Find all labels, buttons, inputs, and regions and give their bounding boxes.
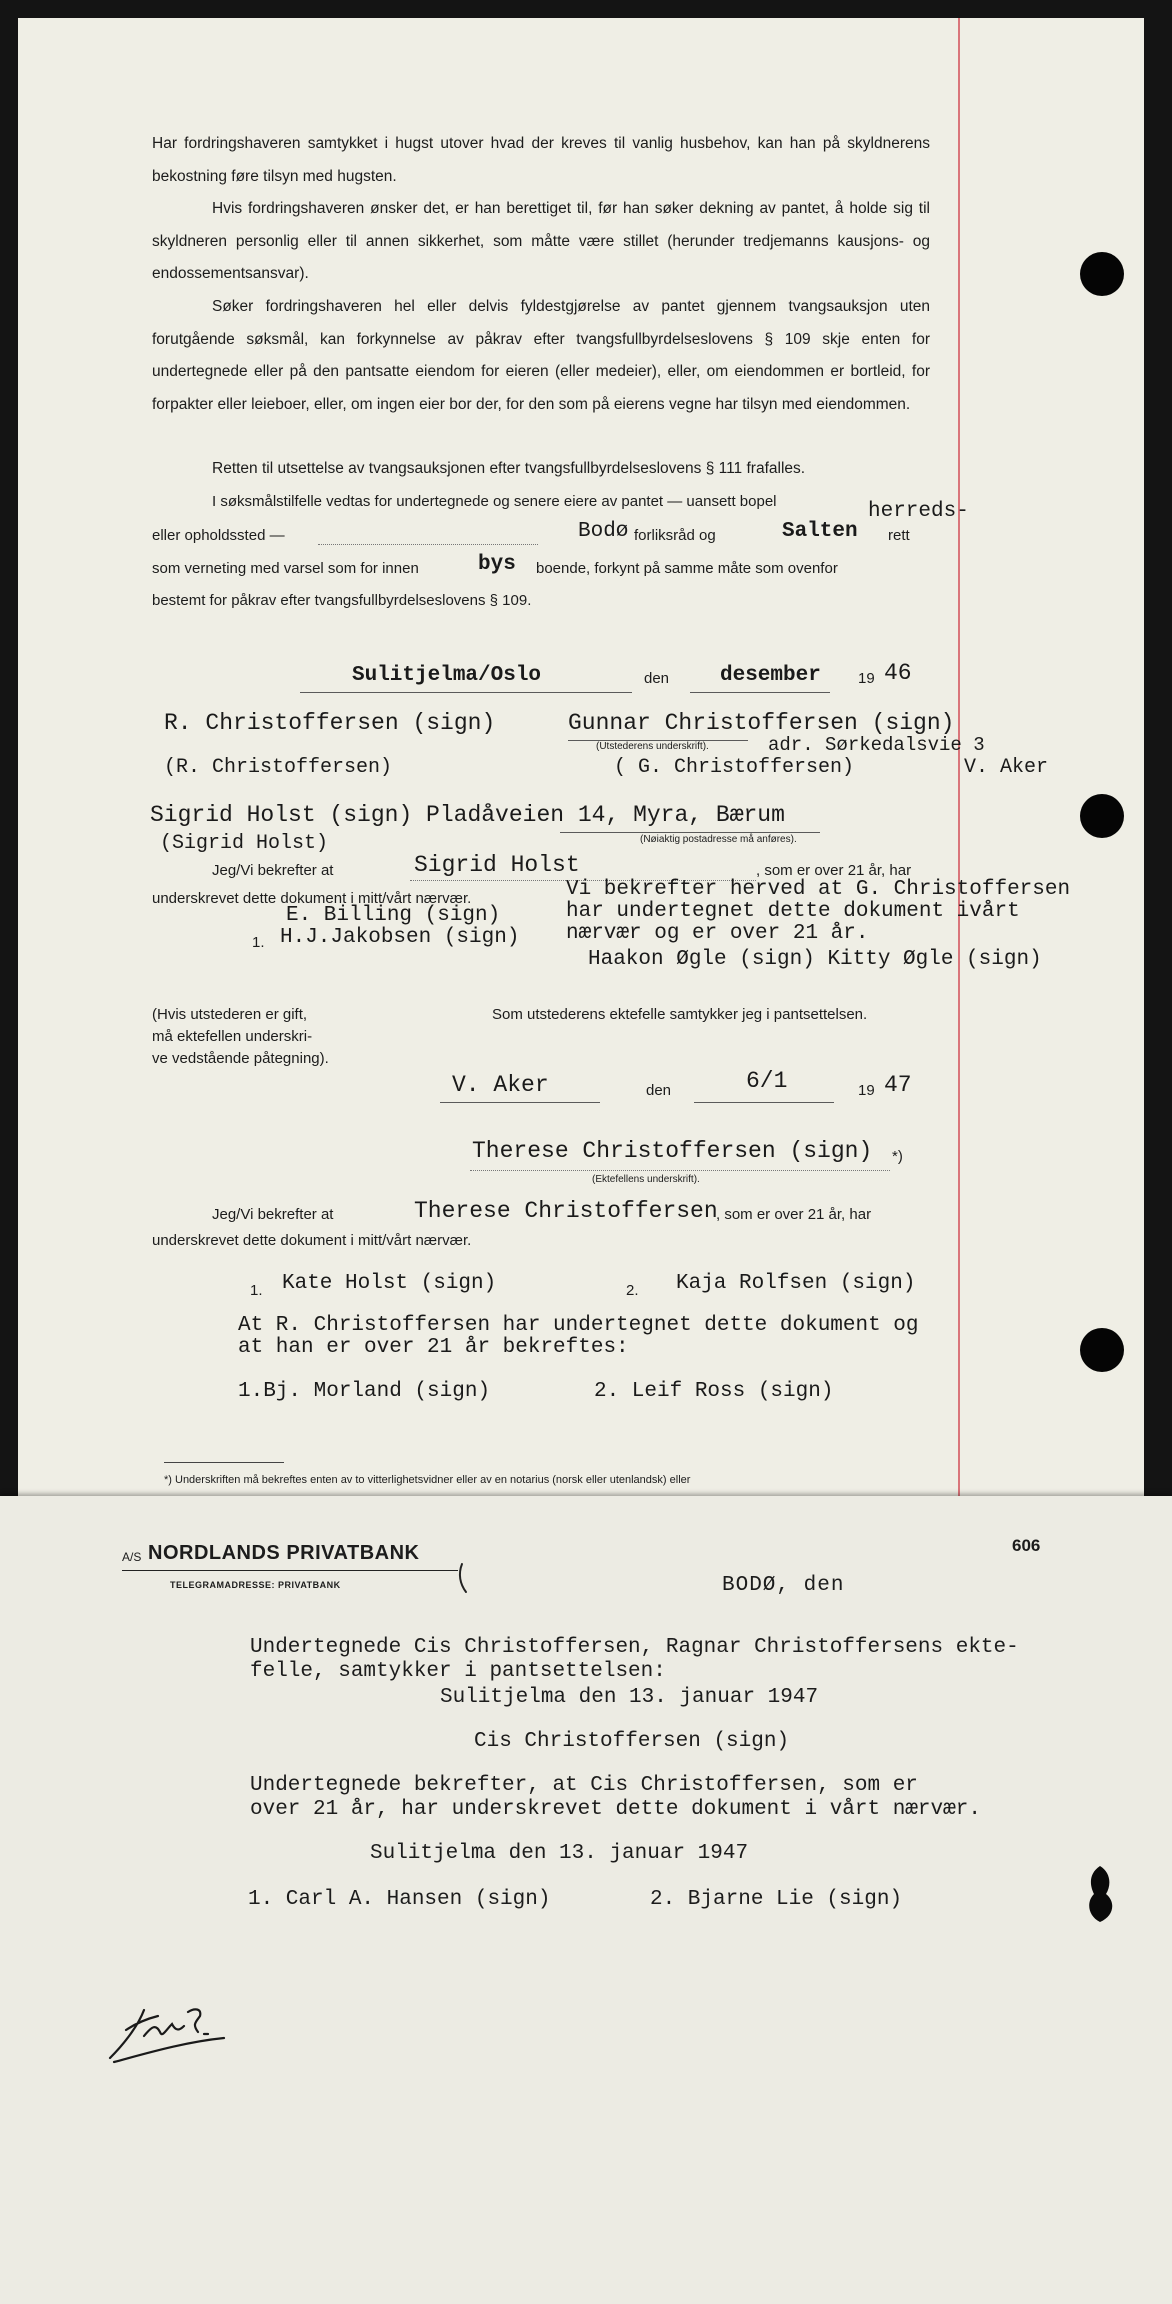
- witness2-name: Therese Christoffersen: [414, 1198, 718, 1224]
- date-year-suffix: 46: [884, 660, 912, 686]
- slip-line-9: 2. Bjarne Lie (sign): [650, 1888, 903, 1911]
- punch-hole: [1080, 1328, 1124, 1372]
- witness1-post: , som er over 21 år, har: [756, 862, 912, 879]
- venue-bodo: Bodø: [578, 520, 629, 543]
- date-year-prefix: 19: [858, 670, 875, 687]
- bank-prefix: A/S: [122, 1550, 142, 1564]
- spouse-footmark: *): [892, 1148, 903, 1165]
- printed-name-r: (R. Christoffersen): [164, 756, 393, 779]
- witness1-extra-3: nærvær og er over 21 år.: [566, 922, 869, 945]
- handwritten-initials: [104, 1996, 234, 2066]
- page-number: 606: [1012, 1536, 1041, 1555]
- venue-line-2b: forliksråd og: [634, 527, 716, 544]
- date-den: den: [644, 670, 670, 687]
- bank-slip: [0, 1496, 1172, 2304]
- witness2-extra-1: At R. Christoffersen har undertegnet dette dokument og: [238, 1314, 919, 1337]
- spouse-caption: (Ektefellens underskrift).: [592, 1174, 700, 1185]
- fill-line: [560, 832, 820, 833]
- witness2-post: , som er over 21 år, har: [716, 1206, 872, 1223]
- spouse-consent: Som utstederens ektefelle samtykker jeg i pantsettelsen.: [492, 1006, 868, 1023]
- slip-line-6: over 21 år, har underskrevet dette dokument i vårt nærvær.: [250, 1798, 981, 1821]
- paragraph-utsettelse: Retten til utsettelse av tvangsauksjonen efter tvangsfullbyrdelseslovens § 111 frafalles.: [212, 460, 806, 477]
- slip-line-8: 1. Carl A. Hansen (sign): [248, 1888, 551, 1911]
- slip-line-1: Undertegnede Cis Christoffersen, Ragnar Christoffersens ekte-: [250, 1636, 1019, 1659]
- slip-line-2: felle, samtykker i pantsettelsen:: [250, 1660, 666, 1683]
- witness2-num2: 2.: [626, 1282, 639, 1299]
- witness1-w2: H.J.Jakobsen (sign): [280, 926, 520, 949]
- paragraph-hugst: Har fordringshaveren samtykket i hugst utover hvad der kreves til vanlig husbehov, kan han på skyldnerens bekostning føre tilsyn med hugsten.: [152, 135, 930, 185]
- pen-mark: [452, 1562, 472, 1596]
- paragraph-tvangsauksjon: Søker fordringshaveren hel eller delvis fyldestgjørelse av pantet gjennem tvangsauksjon uten forutgående søksmål, kan forkynnelse av påkrav efter tvangsfullbyrdelseslovens § 109 skje enten for undertegnede eller på den pantsatte eiendom for eieren (eller medeier), eller, om eiendommen er bortleid, for forpakter eller leieboer, eller, om ingen eier bor der, for den som på eierens vegne har tilsyn med eiendommen.: [152, 298, 930, 413]
- footnote-text: *) Underskriften må bekreftes enten av to vitterlighetsvidner eller av en notarius (norsk eller utenlandsk) eller: [164, 1474, 691, 1486]
- spouse-den: den: [646, 1082, 672, 1099]
- signature-sigrid-holst: Sigrid Holst (sign) Pladåveien 14, Myra, Bærum: [150, 802, 785, 828]
- bank-name: NORDLANDS PRIVATBANK: [148, 1542, 420, 1564]
- fill-line: [318, 544, 538, 545]
- venue-bys: bys: [478, 553, 516, 576]
- paragraph-dekning: Hvis fordringshaveren ønsker det, er han berettiget til, før han søker dekning av pantet, å holde sig til skyldneren personlig eller til annen sikkerhet, som måtte være stillet (herunder tredjemanns kausjons- og endossementsansvar).: [152, 200, 930, 282]
- venue-line-1: I søksmålstilfelle vedtas for undertegnede og senere eiere av pantet — uansett bopel: [212, 493, 777, 510]
- witness2-line2: underskrevet dette dokument i mitt/vårt nærvær.: [152, 1232, 472, 1249]
- address-line-b: V. Aker: [964, 756, 1049, 779]
- footnote-rule: [164, 1462, 284, 1463]
- spouse-note-2: må ektefellen underskri-: [152, 1028, 313, 1045]
- fill-line: [440, 1102, 600, 1103]
- venue-line-2a: eller opholdssted —: [152, 527, 285, 544]
- slip-line-3: Sulitjelma den 13. januar 1947: [440, 1686, 819, 1709]
- venue-line-4: bestemt for påkrav efter tvangsfullbyrdelseslovens § 109.: [152, 592, 532, 609]
- venue-line-3a: som verneting med varsel som for innen: [152, 560, 419, 577]
- witness1-name: Sigrid Holst: [414, 852, 580, 878]
- witness1-pre: Jeg/Vi bekrefter at: [212, 862, 334, 879]
- spouse-date: 6/1: [746, 1068, 788, 1094]
- date-place: Sulitjelma/Oslo: [352, 664, 542, 687]
- witness1-extra-4: Haakon Øgle (sign) Kitty Øgle (sign): [588, 948, 1042, 971]
- slip-city: BODØ, den: [722, 1574, 845, 1597]
- spouse-signature: Therese Christoffersen (sign): [472, 1138, 873, 1164]
- witness2-w4: 2. Leif Ross (sign): [594, 1380, 834, 1403]
- slip-line-5: Undertegnede bekrefter, at Cis Christoffersen, som er: [250, 1774, 918, 1797]
- printed-name-g: ( G. Christoffersen): [614, 756, 855, 779]
- fill-line: [470, 1170, 890, 1171]
- spouse-note-1: (Hvis utstederen er gift,: [152, 1006, 308, 1023]
- spouse-year-suffix: 47: [884, 1072, 912, 1098]
- spouse-place: V. Aker: [452, 1072, 549, 1098]
- issuer-caption: (Utstederens underskrift).: [596, 741, 709, 752]
- witness1-line2: underskrevet dette dokument i mitt/vårt nærvær.: [152, 890, 472, 907]
- date-month: desember: [720, 664, 821, 687]
- fill-line: [690, 692, 830, 693]
- slip-line-7: Sulitjelma den 13. januar 1947: [370, 1842, 749, 1865]
- punch-hole: [1080, 794, 1124, 838]
- witness2-w3: 1.Bj. Morland (sign): [238, 1380, 491, 1403]
- signature-r-christoffersen: R. Christoffersen (sign): [164, 710, 496, 736]
- venue-salten: Salten: [782, 520, 858, 543]
- witness1-extra-2: har undertegnet dette dokument ivårt: [566, 900, 1020, 923]
- venue-line-2c: rett: [888, 527, 910, 544]
- witness1-num1: 1.: [252, 934, 265, 951]
- margin-rule: [958, 18, 960, 1498]
- signature-gunnar-christoffersen: Gunnar Christoffersen (sign): [568, 710, 955, 736]
- postal-caption: (Nøiaktig postadresse må anføres).: [640, 834, 797, 845]
- bank-header-rule: [122, 1570, 458, 1571]
- witness1-extra-1: Vi bekrefter herved at G. Christoffersen: [566, 878, 1071, 901]
- binding-clip-mark: [1080, 1864, 1120, 1924]
- bank-telegram: TELEGRAMADRESSE: PRIVATBANK: [170, 1580, 341, 1590]
- witness2-w2: Kaja Rolfsen (sign): [676, 1272, 916, 1295]
- witness2-w1: Kate Holst (sign): [282, 1272, 497, 1295]
- witness2-extra-2: at han er over 21 år bekreftes:: [238, 1336, 629, 1359]
- punch-hole: [1080, 252, 1124, 296]
- spouse-note-3: ve vedstående påtegning).: [152, 1050, 329, 1067]
- venue-herreds: herreds-: [868, 500, 969, 523]
- fill-line: [300, 692, 632, 693]
- fill-line: [694, 1102, 834, 1103]
- witness1-w1: E. Billing (sign): [286, 904, 501, 927]
- spouse-year-prefix: 19: [858, 1082, 875, 1099]
- venue-line-3b: boende, forkynt på samme måte som ovenfor: [536, 560, 838, 577]
- printed-name-holst: (Sigrid Holst): [160, 832, 329, 855]
- witness2-num1: 1.: [250, 1282, 263, 1299]
- slip-line-4: Cis Christoffersen (sign): [474, 1730, 790, 1753]
- witness2-pre: Jeg/Vi bekrefter at: [212, 1206, 334, 1223]
- address-line-a: adr. Sørkedalsvie 3: [768, 734, 985, 756]
